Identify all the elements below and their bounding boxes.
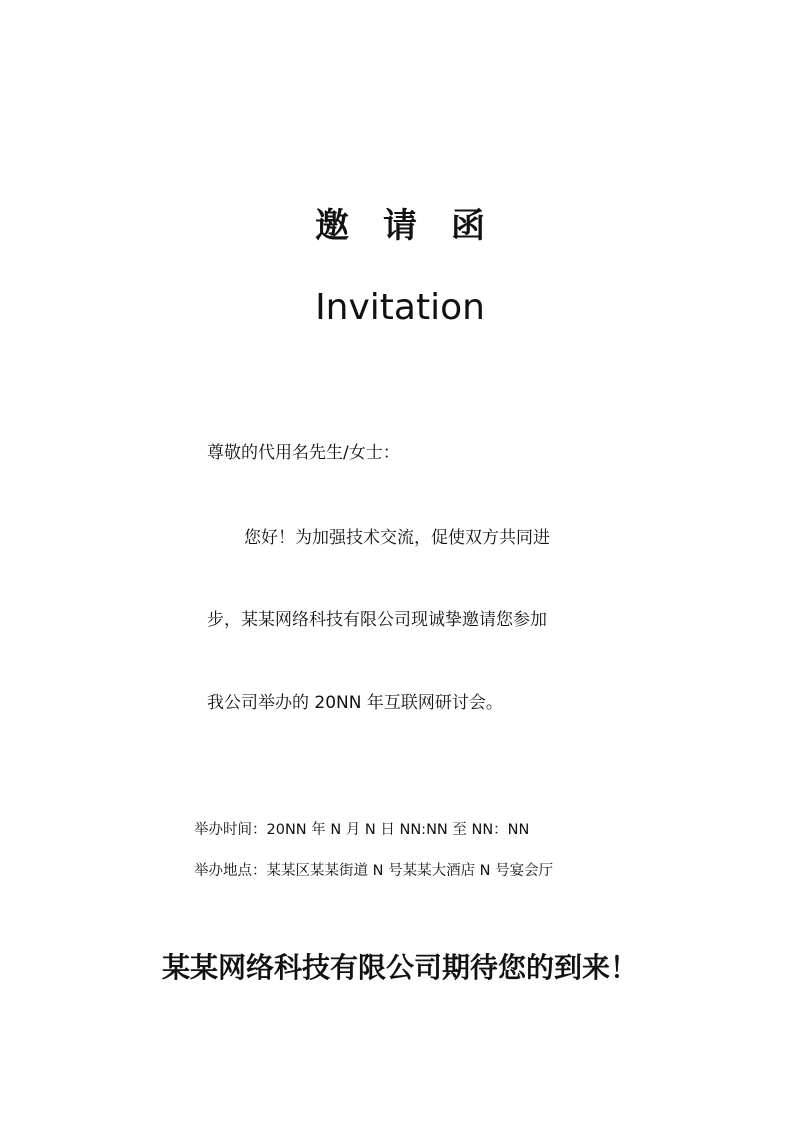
event-place: 举办地点：某某区某某街道 N 号某某大酒店 N 号宴会厅 [194, 863, 554, 879]
closing-line: 某某网络科技有限公司期待您的到来！ [161, 951, 638, 984]
event-time: 举办时间：20NN 年 N 月 N 日 NN:NN 至 NN：NN [194, 822, 530, 838]
body-line-2: 步，某某网络科技有限公司现诚挚邀请您参加 [207, 610, 547, 630]
body-line-3: 我公司举办的 20NN 年互联网研讨会。 [207, 693, 503, 713]
body-line-1: 您好！为加强技术交流，促使双方共同进 [244, 528, 550, 548]
salutation: 尊敬的代用名先生/女士： [207, 443, 400, 463]
title-chinese: 邀请函 [315, 206, 519, 246]
title-english: Invitation [315, 287, 485, 328]
